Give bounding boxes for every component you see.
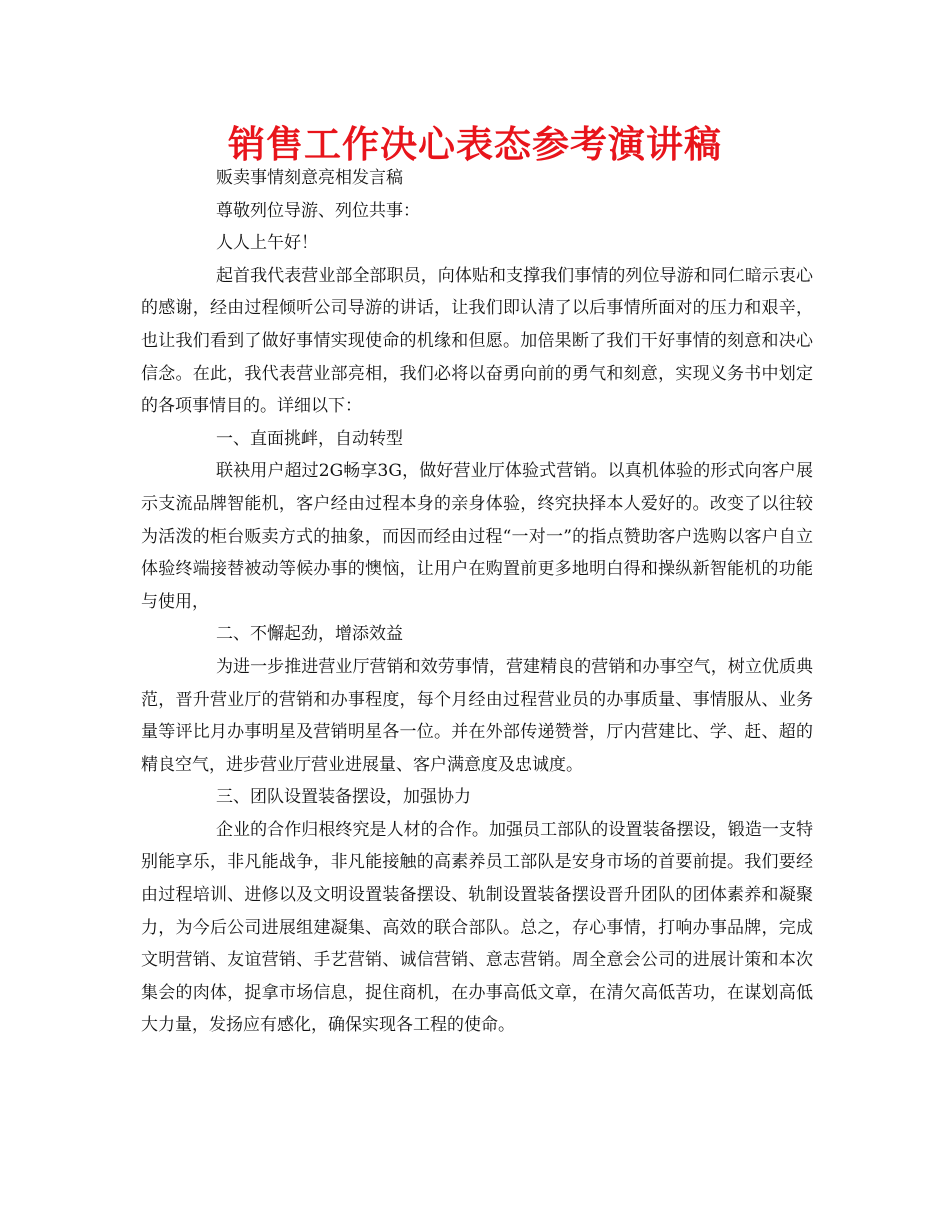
- paragraph-salutation: 尊敬列位导游、列位共事：: [216, 200, 420, 221]
- paragraph-greeting: 人人上午好！: [216, 233, 318, 254]
- paragraph-intro: 起首我代表营业部全部职员，向体贴和支撑我们事情的列位导游和同仁暗示衷心的感谢，经由过程倾听公司导游的讲话，让我们即认清了以后事情所面对的压力和艰辛，也让我们看到了做好事情实现使命的机缘和但愿。加倍果断了我们干好事情的刻意和决心信念。在此，我代表营业部亮相，我们必将以奋勇向前的勇气和刻意，实现义务书中划定的各项事情目的。详细以下：: [141, 265, 813, 417]
- document-body: [141, 162, 813, 1042]
- paragraph-section-1: 联袂用户超过2G畅享3G，做好营业厅体验式营销。以真机体验的形式向客户展示支流品牌智能机，客户经由过程本身的亲身体验，终究抉择本人爱好的。改变了以往较为活泼的柜台贩卖方式的抽象，而因而经由过程“一对一”的指点赞助客户选购以客户自立体验终端接替被动等候办事的懊恼，让用户在购置前更多地明白得和操纵新智能机的功能与使用，: [141, 461, 813, 612]
- section-heading-3: 三、团队设置装备摆设，加强协力: [216, 787, 471, 808]
- paragraph-section-3: 企业的合作归根终究是人材的合作。加强员工部队的设置装备摆设，锻造一支特别能享乐，非凡能战争，非凡能接触的高素养员工部队是安身市场的首要前提。我们要经由过程培训、进修以及文明设置装备摆设、轨制设置装备摆设晋升团队的团体素养和凝聚力，为今后公司进展组建凝集、高效的联合部队。总之，存心事情，打响办事品牌，完成文明营销、友谊营销、手艺营销、诚信营销、意志营销。周全意会公司的进展计策和本次集会的肉体，捉拿市场信息，捉住商机，在办事高低文章，在清欠高低苦功，在谋划高低大力量，发扬应有感化，确保实现各工程的使命。: [141, 819, 813, 1036]
- document-title: 销售工作决心表态参考演讲稿: [228, 123, 722, 166]
- section-heading-2: 二、不懈起劲，增添效益: [216, 624, 403, 645]
- section-heading-1: 一、直面挑衅，自动转型: [216, 428, 403, 449]
- paragraph-subtitle: 贩卖事情刻意亮相发言稿: [216, 168, 403, 188]
- paragraph-section-2: 为进一步推进营业厅营销和效劳事情，营建精良的营销和办事空气，树立优质典范，晋升营业厅的营销和办事程度，每个月经由过程营业员的办事质量、事情服从、业务量等评比月办事明星及营销明星各一位。并在外部传递赞誉，厅内营建比、学、赶、超的精良空气，进步营业厅营业进展量、客户满意度及忠诚度。: [141, 656, 813, 775]
